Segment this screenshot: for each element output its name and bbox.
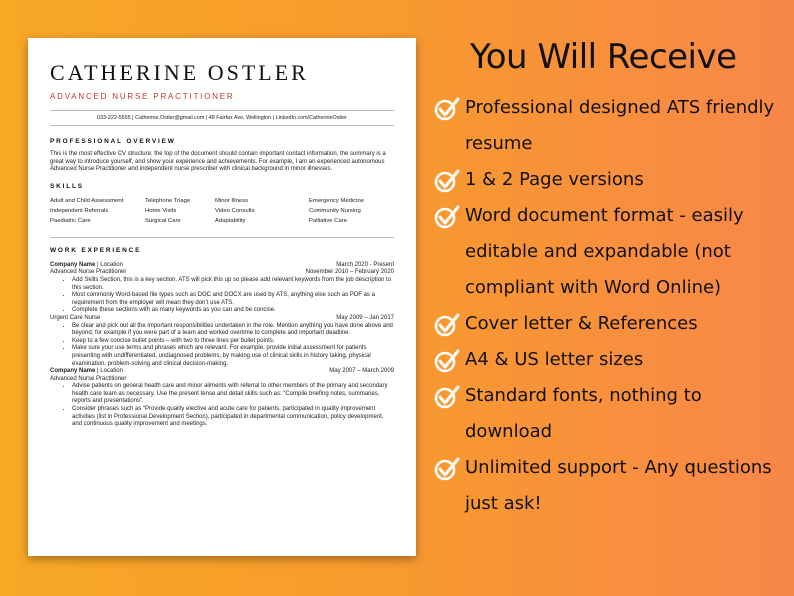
contact-line: 033-222-5555 | Catherine.Ostler@gmail.com | 48 Fairfax Ave, Wellington | LinkedIn.com/CatherineOstler <box>97 115 347 121</box>
feature-item <box>432 90 782 162</box>
job-bullets <box>50 383 394 429</box>
company-location: | Location <box>97 368 123 375</box>
job-dates: May 2009 – Jan 2017 <box>336 314 394 321</box>
skills-heading: SKILLS <box>50 182 84 190</box>
feature-item <box>432 198 782 306</box>
feature-text: Unlimited support - Any questions just ask! <box>465 457 772 514</box>
job-company-row <box>50 368 394 376</box>
company-name: Company Name <box>50 368 96 375</box>
check-circle-icon <box>434 97 460 121</box>
list-item: • Make sure your use terms and phrases which are relevant. For example, provide initial assessment for patients presenting with undifferentiated, undiagnosed problems, by making use of clinical skills in history taking, physical examination, problem-solving and clinical decision-making. <box>72 345 394 368</box>
job-title-row <box>50 269 394 277</box>
job-title-row <box>50 315 394 323</box>
feature-text: Word document format - easily editable and expandable (not compliant with Word Online) <box>465 205 744 298</box>
check-circle-icon <box>434 457 460 481</box>
skill-item: Telephone Triage <box>145 197 191 204</box>
list-item: • Be clear and pick out all the important responsibilities undertaken in the role. Mention anything you have done above and beyond, for example if you were part of a team and worked overtime to complete and important deadline. <box>72 323 394 338</box>
skill-item: Adult and Child Assessment <box>50 197 124 204</box>
company-dates: May 2007 – March 2009 <box>329 368 394 375</box>
company-dates: March 2020 - Present <box>336 261 394 268</box>
job-title: Advanced Nurse Practitioner <box>50 375 127 382</box>
skill-item: Home Visits <box>145 207 177 214</box>
feature-item <box>432 378 782 450</box>
resume-name: CATHERINE OSTLER <box>50 60 309 85</box>
list-item: • Consider phrases such as “Provide quality elective and acute care for patients, participated in quality improvement activities (list in Professional Development Section), participated in departmental communication, policy development, and continuous quality improvement and meetings. <box>72 406 394 429</box>
feature-text: Professional designed ATS friendly resume <box>465 97 775 154</box>
work-experience <box>50 262 394 429</box>
skill-item: Emergency Medicine <box>309 197 365 204</box>
work-heading: WORK EXPERIENCE <box>50 246 142 254</box>
company-name: Company Name <box>50 261 96 268</box>
overview-text: This is the most effective CV structure: the top of the document should contain important contact information, the summary is a great way to introduce yourself, and show your experience and achievements. For example, I am an experienced autonomous Advanced Nurse Practitioner and independent nurse prescriber with clinical background in minor illnesses. <box>50 151 386 173</box>
job-dates: November 2010 – February 2020 <box>305 269 394 276</box>
skill-item: Surgical Care <box>145 217 181 224</box>
list-item: • Keep to a few concise bullet points – with two to three lines per bullet points. <box>72 338 394 346</box>
feature-text: A4 & US letter sizes <box>465 349 644 370</box>
check-circle-icon <box>434 349 460 373</box>
skill-item: Independent Referrals <box>50 207 109 214</box>
company-location: | Location <box>97 261 123 268</box>
divider <box>50 237 394 238</box>
resume-preview <box>28 38 416 556</box>
job-bullets <box>50 323 394 369</box>
skill-item: Adaptability <box>215 217 246 224</box>
feature-text: Standard fonts, nothing to download <box>465 385 702 442</box>
skill-item: Paediatric Care <box>50 217 91 224</box>
job-title: Advanced Nurse Practitioner <box>50 269 127 276</box>
feature-text: Cover letter & References <box>465 313 698 334</box>
divider <box>50 110 394 111</box>
skills-grid <box>50 197 394 225</box>
panel-title: You Will Receive <box>470 37 737 77</box>
feature-item <box>432 450 782 522</box>
check-circle-icon <box>434 385 460 409</box>
list-item: • Most commonly Word-based file types such as DOC and DOCX are used by ATS, anything else such as PDF as a requirement from the employer will mean they don’t use ATS. <box>72 292 394 307</box>
list-item: • Advise patients on general health care and minor ailments with referral to other members of the primary and secondary health care team as necessary. Use the present tense and detail skills such as: “Compile briefing notes, summaries, reports and presentations”. <box>72 383 394 406</box>
feature-text: 1 & 2 Page versions <box>465 169 644 190</box>
job-company-row <box>50 262 394 270</box>
job-title-row <box>50 376 394 384</box>
check-circle-icon <box>434 205 460 229</box>
feature-list <box>432 90 782 522</box>
skill-item: Palliative Care <box>309 217 347 224</box>
check-circle-icon <box>434 169 460 193</box>
divider <box>50 125 394 126</box>
list-item: • Complete these sections with as many keywords as you can and be concise. <box>72 307 394 315</box>
job-title: Urgent Care Nurse <box>50 314 101 321</box>
list-item: • Add Skills Section, this is a key section. ATS will pick this up so please add relevant keywords from the job description to this section. <box>72 277 394 292</box>
job-bullets <box>50 277 394 315</box>
skill-item: Community Nursing <box>309 207 361 214</box>
overview-heading: PROFESSIONAL OVERVIEW <box>50 138 176 145</box>
feature-item <box>432 162 782 198</box>
resume-role: ADVANCED NURSE PRACTITIONER <box>50 92 235 101</box>
skill-item: Minor Illness <box>215 197 249 204</box>
skill-item: Video Consults <box>215 207 255 214</box>
check-circle-icon <box>434 313 460 337</box>
feature-item <box>432 342 782 378</box>
feature-item <box>432 306 782 342</box>
